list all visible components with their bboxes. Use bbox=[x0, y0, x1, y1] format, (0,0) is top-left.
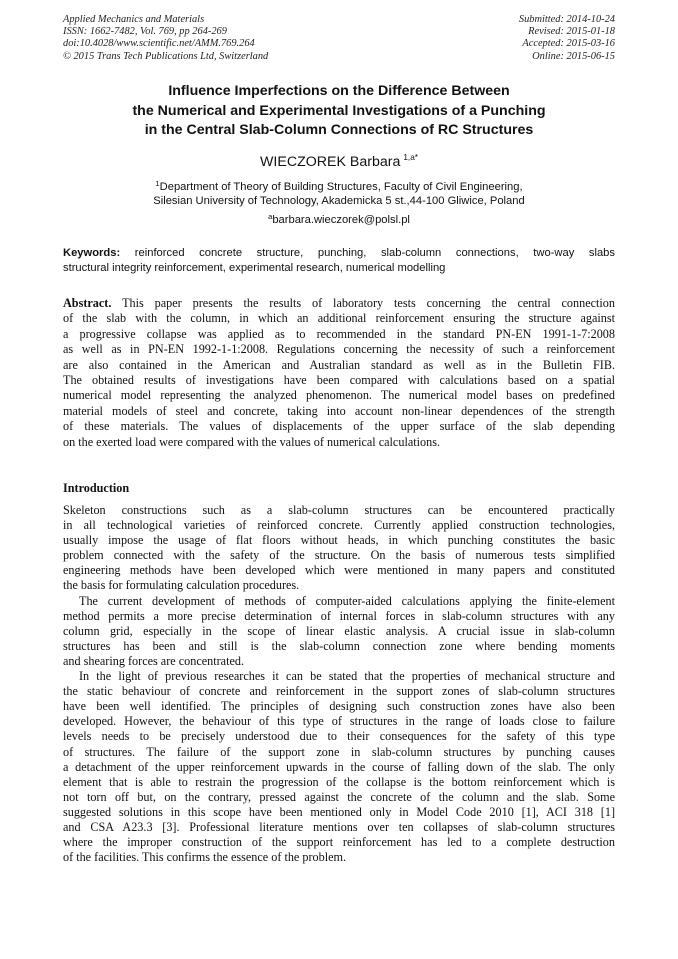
author-email bbox=[0, 210, 678, 227]
date-online: Online: 2015-06-15 bbox=[532, 50, 615, 62]
title-line: the Numerical and Experimental Investigations of a Punching bbox=[132, 102, 546, 119]
journal-doi: doi:10.4028/www.scientific.net/AMM.769.264 bbox=[63, 38, 255, 50]
email-address: barbara.wieczorek@polsl.pl bbox=[272, 214, 410, 226]
text-line: Skeleton constructions such as a slab-column structures can be encountered practically bbox=[63, 503, 615, 517]
abstract-line: Abstract. This paper presents the results of laboratory tests concerning the central connection bbox=[63, 296, 615, 310]
journal-info bbox=[63, 14, 268, 63]
abstract-line: of these materials. The values of displacements of the upper surface of the slab depending bbox=[63, 419, 615, 434]
title-line: in the Central Slab-Column Connections of RC Structures bbox=[144, 122, 534, 139]
text-line: of the facilities. This confirms the essence of the problem. bbox=[63, 850, 347, 865]
text-line: column grid, especially in the scope of linear elastic analysis. A crucial issue in slab-column bbox=[63, 623, 615, 638]
text-line: element that is able to restrain the progression of the collapse is the bottom reinforcement which is bbox=[63, 774, 615, 789]
keywords-line bbox=[63, 246, 615, 261]
affiliation-superscript: 1 bbox=[155, 179, 160, 188]
text-line: suggested solutions in this scope have been mentioned only in Model Code 2010 [1], ACI 318 [1] bbox=[63, 804, 615, 819]
abstract-line: material models of steel and concrete, taking into account non-linear dependences of the strength bbox=[63, 403, 615, 418]
introduction-body bbox=[63, 503, 615, 865]
affiliation-line: $^1$Department of Theory of Building Structures, Faculty of Civil Engineering, bbox=[155, 179, 523, 193]
text-line: in all technological varieties of reinforced concrete. Currently applied construction technologies, bbox=[63, 518, 615, 533]
affiliation-line: Silesian University of Technology, Akademicka 5 st.,44-100 Gliwice, Poland bbox=[153, 195, 525, 208]
author-line bbox=[0, 149, 678, 171]
author-name: WIECZOREK Barbara bbox=[260, 154, 401, 170]
text-line: of structures. The failure of the support zone in slab-column structures by punching causes bbox=[63, 744, 615, 759]
title-line: Influence Imperfections on the Difference Between bbox=[168, 83, 510, 99]
text-line: method permits a more precise determination of internal forces in slab-column structures with any bbox=[63, 608, 615, 623]
email-superscript: a bbox=[268, 212, 273, 221]
abstract-line: as well as in PN-EN 1992-1-1:2008. Regulations concerning the necessity of such a reinforcement bbox=[63, 342, 615, 357]
text-line: usually impose the usage of flat floors without heads, in which punching constitutes the basic bbox=[63, 533, 615, 548]
keywords-line: structural integrity reinforcement, experimental research, numerical modelling bbox=[63, 262, 446, 274]
keywords-label: Keywords: bbox=[63, 247, 121, 259]
text-line: problem connected with the safety of the structure. On the basis of numerous tests simplified bbox=[63, 548, 615, 563]
keywords bbox=[63, 246, 615, 276]
abstract-line: of the slab with the column, in which an additional reinforcement ensuring the structure against bbox=[63, 311, 615, 326]
abstract-line: a progressive collapse was applied as to recommended in the standard PN-EN 1991-1-7:2008 bbox=[63, 326, 615, 341]
text-line: engineering methods have been developed which were mentioned in many papers and constituted bbox=[63, 563, 615, 578]
text-line: The current development of methods of computer-aided calculations applying the finite-element bbox=[79, 593, 615, 608]
paper-title bbox=[40, 82, 638, 141]
text-line: a detachment of the upper reinforcement upwards in the course of falling down of the slab. The only bbox=[63, 759, 615, 774]
author-superscript: 1,a* bbox=[403, 153, 418, 162]
text-line: the static behaviour of concrete and reinforcement in the support zones of slab-column structures bbox=[63, 684, 615, 699]
abstract-line: are also contained in the American and Australian standard as well as in the Bulletin FIB. bbox=[63, 357, 615, 372]
date-submitted: Submitted: 2014-10-24 bbox=[518, 14, 615, 25]
journal-copyright: © 2015 Trans Tech Publications Ltd, Switzerland bbox=[63, 50, 269, 62]
text-line: In the light of previous researches it can be stated that the properties of mechanical structure and bbox=[79, 669, 615, 684]
text-line: not torn off but, on the contrary, pressed against the concrete of the column and the slab. Some bbox=[63, 789, 615, 804]
journal-issn: ISSN: 1662-7482, Vol. 769, pp 264-269 bbox=[63, 26, 227, 38]
text-line: levels needs to be precisely understood due to their consequences for the safety of this type bbox=[63, 729, 615, 744]
abstract-line: numerical model representing the analyzed phenomenon. The numerical model bases on predefined bbox=[63, 388, 615, 403]
paragraph bbox=[63, 669, 615, 865]
abstract bbox=[63, 296, 615, 450]
text-line: developed. However, the behaviour of this type of structures in the range of loads close to failure bbox=[63, 714, 615, 729]
keywords-text: reinforced concrete structure, punching, slab-column connections, two-way slabs bbox=[134, 247, 615, 259]
text-line: have been well identified. The principles of designing such construction zones have also been bbox=[63, 699, 615, 714]
text-line: and CSA A23.3 [3]. Professional literature mentions over ten collapses of slab-column structures bbox=[63, 819, 615, 834]
abstract-line: on the exerted load were compared with the values of numerical calculations. bbox=[63, 434, 440, 449]
text-line: and shearing forces are concentrated. bbox=[63, 653, 245, 668]
text-line: the basis for formulating calculation procedures. bbox=[63, 578, 300, 593]
abstract-label: Abstract. bbox=[63, 296, 112, 310]
text-line: where the improper construction of the support reinforcement has led to a complete destruction bbox=[63, 835, 615, 850]
paragraph bbox=[63, 503, 615, 594]
text-line: structures has been and still is the slab-column connection zone where bending moments bbox=[63, 638, 615, 653]
publication-dates bbox=[519, 14, 615, 63]
affiliation bbox=[0, 177, 678, 208]
abstract-line: The obtained results of investigations have been compared with calculations based on a spatial bbox=[63, 373, 615, 388]
section-heading: Introduction bbox=[63, 481, 130, 495]
date-revised: Revised: 2015-01-18 bbox=[528, 26, 615, 38]
paragraph bbox=[63, 594, 615, 669]
date-accepted: Accepted: 2015-03-16 bbox=[522, 38, 615, 50]
journal-name: Applied Mechanics and Materials bbox=[63, 14, 205, 25]
